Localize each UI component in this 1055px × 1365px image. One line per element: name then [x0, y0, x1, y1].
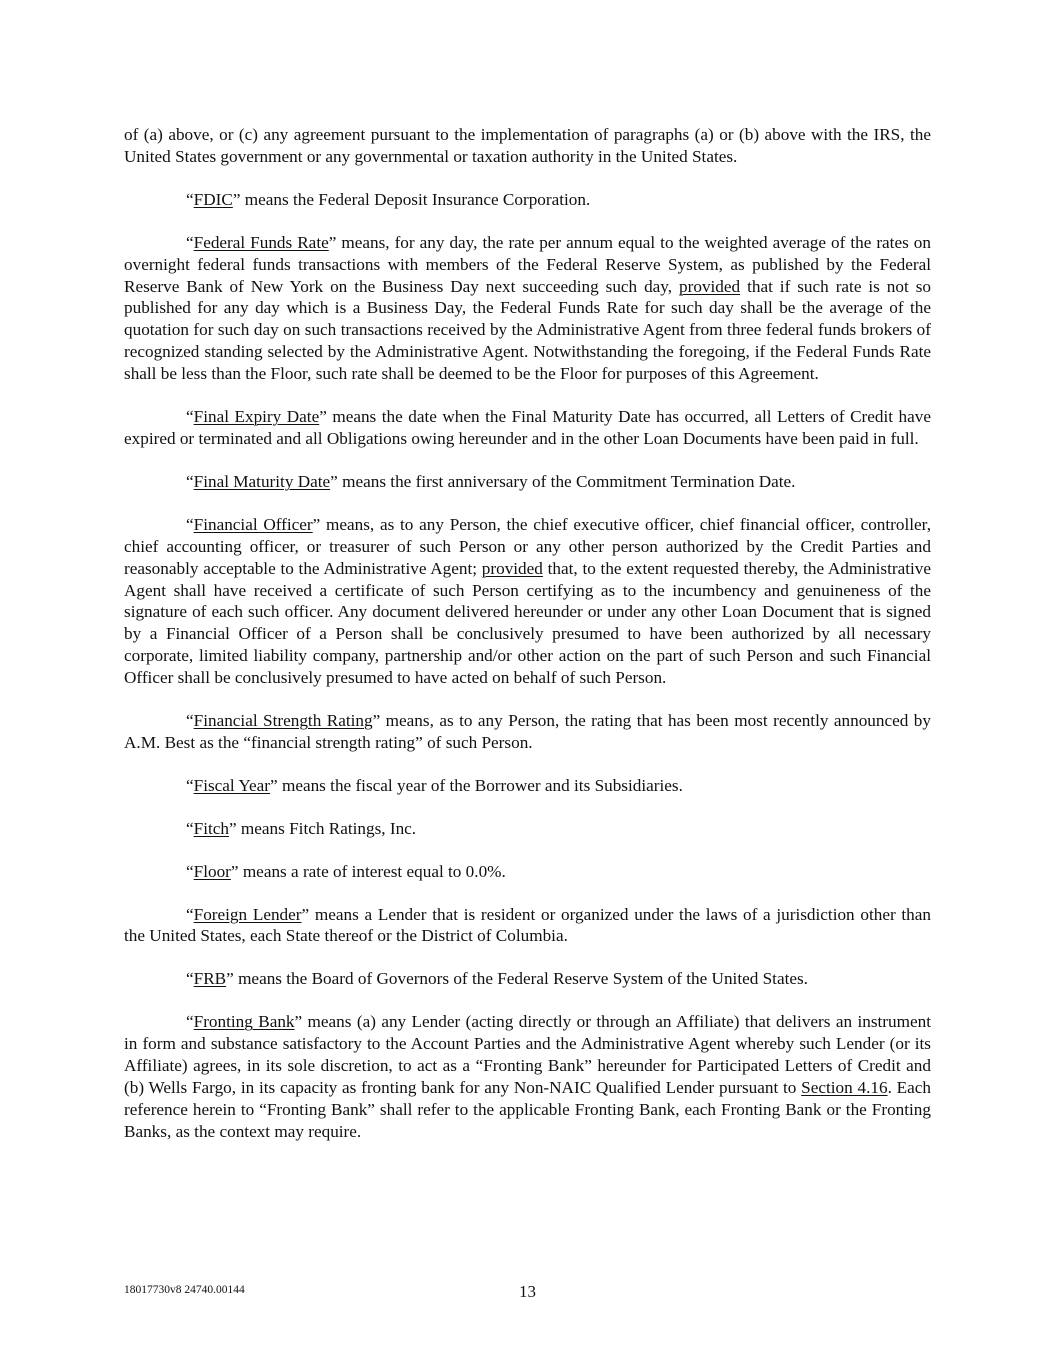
defined-term: FDIC: [193, 189, 233, 209]
paragraph-text: ” means, as to any Person, the rating that has been most recently announced by A.M. Best as the “financial strength rating” of such Person.: [124, 711, 931, 752]
paragraph-text: that, to the extent requested thereby, the Administrative Agent shall have received a certificate of such Person certifying as to the incumbency and genuineness of the signature of each such officer. Any document delivered hereunder or under any other Loan Document that is signed by a Financial Officer of a Person shall be conclusively presumed to have been authorized by all necessary corporate, limited liability company, partnership and/or other action on the part of such Person and such Financial Officer shall be conclusively presumed to have acted on behalf of such Person.: [124, 558, 931, 688]
paragraph-text: of (a) above, or (c) any agreement pursuant to the implementation of paragraphs (a) or (b) above with the IRS, the United States government or any governmental or taxation authority in the United States.: [124, 125, 931, 166]
defined-term: Fitch: [193, 818, 229, 838]
paragraph-text: “: [186, 775, 194, 795]
paragraph-text: ” means a rate of interest equal to 0.0%.: [230, 861, 506, 881]
defined-term: provided: [481, 558, 543, 578]
paragraph-text: ” means the first anniversary of the Commitment Termination Date.: [330, 471, 796, 491]
definition-paragraph-financial-officer: [124, 514, 931, 689]
paragraph-text: “: [186, 818, 194, 838]
document-id: 18017730v8 24740.00144: [124, 1284, 245, 1296]
definition-paragraph-fdic: [124, 189, 931, 211]
definition-paragraph-continuation: [124, 124, 931, 168]
paragraph-text: ” means Fitch Ratings, Inc.: [228, 818, 417, 838]
definition-paragraph-fiscal-year: [124, 775, 931, 797]
definition-paragraph-frb: [124, 968, 931, 990]
paragraph-text: that if such rate is not so published for any day which is a Business Day, the Federal Funds Rate for such day shall be the average of the quotation for such day on such transactions received by the Administrative Agent from three federal funds brokers of recognized standing selected by the Administrative Agent. Notwithstanding the foregoing, if the Federal Funds Rate shall be less than the Floor, such rate shall be deemed to be the Floor for purposes of this Agreement.: [124, 276, 931, 384]
defined-term: Final Expiry Date: [193, 407, 320, 427]
paragraph-text: “: [186, 471, 194, 491]
definition-paragraph-fronting-bank: [124, 1011, 931, 1142]
definition-paragraph-final-maturity-date: [124, 471, 931, 493]
page-number: 13: [519, 1282, 536, 1301]
paragraph-text: “: [186, 1012, 194, 1032]
paragraph-text: ” means a Lender that is resident or organized under the laws of a jurisdiction other than the United States, each State thereof or the District of Columbia.: [124, 904, 931, 946]
document-body: [124, 124, 931, 1164]
definition-paragraph-floor: [124, 861, 931, 883]
defined-term: Financial Strength Rating: [193, 711, 373, 731]
paragraph-text: . Each reference herein to “Fronting Bank” shall refer to the applicable Fronting Bank, each Fronting Bank or the Fronting Banks, as the context may require.: [124, 1078, 931, 1141]
paragraph-text: ” means the date when the Final Maturity Date has occurred, all Letters of Credit have expired or terminated and all Obligations owing hereunder and in the other Loan Documents have been paid in full.: [124, 407, 931, 448]
definition-paragraph-financial-strength-rating: [124, 710, 931, 754]
defined-term: Financial Officer: [193, 514, 313, 534]
paragraph-text: “: [186, 861, 194, 881]
defined-term: Foreign Lender: [193, 904, 302, 924]
paragraph-text: ” means, for any day, the rate per annum equal to the weighted average of the rates on overnight federal funds transactions with members of the Federal Reserve System, as published by the Federal Reserve Bank of New York on the Business Day next succeeding such day,: [124, 232, 931, 296]
defined-term: provided: [679, 276, 741, 296]
paragraph-text: “: [186, 711, 194, 731]
defined-term: Fronting Bank: [193, 1012, 295, 1032]
definition-paragraph-foreign-lender: [124, 904, 931, 948]
defined-term: Section 4.16: [801, 1078, 888, 1097]
defined-term: FRB: [193, 969, 227, 989]
paragraph-text: “: [186, 904, 194, 924]
paragraph-text: “: [186, 514, 194, 534]
definition-paragraph-final-expiry-date: [124, 406, 931, 450]
paragraph-text: ” means the Federal Deposit Insurance Corporation.: [232, 189, 591, 209]
defined-term: Federal Funds Rate: [193, 232, 329, 252]
paragraph-text: “: [186, 407, 194, 427]
paragraph-text: ” means, as to any Person, the chief executive officer, chief financial officer, controller, chief accounting officer, or treasurer of such Person or any other person authorized by the Credit Parties and reasonably acceptable to the Administrative Agent;: [124, 514, 932, 578]
definition-paragraph-federal-funds-rate: [124, 232, 931, 385]
paragraph-text: “: [186, 969, 194, 989]
paragraph-text: “: [186, 232, 194, 252]
defined-term: Final Maturity Date: [193, 471, 331, 491]
defined-term: Fiscal Year: [193, 775, 271, 795]
paragraph-text: ” means the fiscal year of the Borrower and its Subsidiaries.: [270, 775, 683, 795]
paragraph-text: ” means (a) any Lender (acting directly or through an Affiliate) that delivers an instrument in form and substance satisfactory to the Account Parties and the Administrative Agent whereby such Lender (or its Affiliate) agrees, in its sole discretion, to act as a “Fronting Bank” hereunder for Participated Letters of Credit and (b) Wells Fargo, in its capacity as fronting bank for any Non-NAIC Qualified Lender pursuant to: [124, 1012, 931, 1097]
defined-term: Floor: [193, 861, 231, 881]
paragraph-text: ” means the Board of Governors of the Federal Reserve System of the United States.: [226, 969, 808, 989]
paragraph-text: “: [186, 189, 194, 209]
definition-paragraph-fitch: [124, 818, 931, 840]
